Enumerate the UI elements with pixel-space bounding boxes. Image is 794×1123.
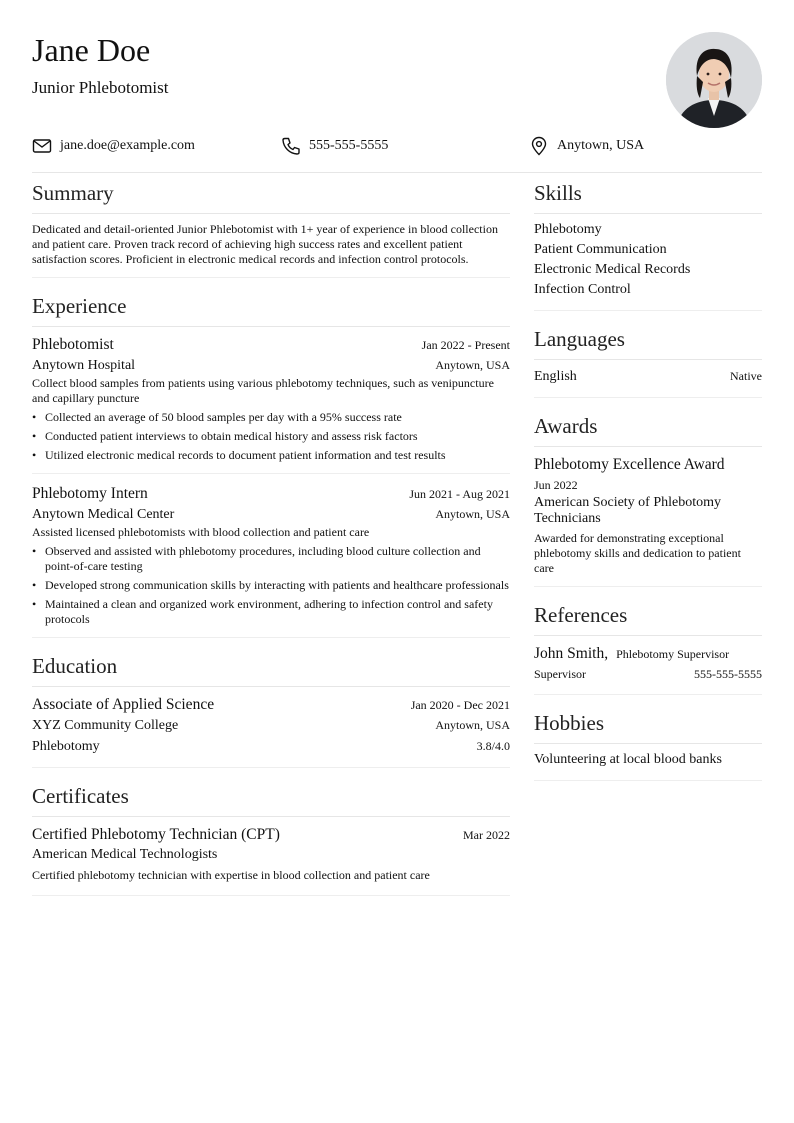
skill-item: Electronic Medical Records [534, 262, 691, 277]
list-item: • Utilized electronic medical records to document patient information and test results [45, 448, 510, 463]
profile-photo [666, 32, 762, 128]
phone-text: 555-555-5555 [309, 138, 389, 153]
certificate-entry [32, 817, 510, 885]
employer: Anytown Hospital [32, 358, 136, 373]
certificate-issuer: American Medical Technologists [32, 847, 218, 862]
job-location: Anytown, USA [435, 507, 510, 521]
resume-page [32, 0, 762, 882]
section-heading: Hobbies [534, 695, 762, 744]
section-heading: Awards [534, 398, 762, 447]
list-item: • Developed strong communication skills by interacting with patients and healthcare professionals [45, 578, 510, 593]
skills-section [534, 172, 762, 311]
sidebar-column [534, 172, 762, 781]
list-item: • Maintained a clean and organized work environment, adhering to infection control and safety protocols [45, 597, 510, 627]
contact-location [529, 136, 644, 156]
education-section [32, 638, 510, 768]
job-bullets [32, 410, 510, 463]
certificates-section [32, 768, 510, 896]
education-entry [32, 687, 510, 757]
list-item: • Conducted patient interviews to obtain medical history and assess risk factors [45, 429, 510, 444]
gpa: 3.8/4.0 [476, 739, 510, 753]
references-section [534, 587, 762, 695]
language-name: English [534, 369, 577, 384]
awards-section [534, 398, 762, 587]
experience-entry [32, 474, 510, 627]
field-of-study: Phlebotomy [32, 739, 100, 754]
section-heading: Experience [32, 278, 510, 327]
experience-entry [32, 327, 510, 463]
section-heading: Education [32, 638, 510, 687]
skill-item: Phlebotomy [534, 222, 602, 237]
summary-section [32, 172, 510, 278]
job-bullets [32, 544, 510, 627]
reference-position: Phlebotomy Supervisor [616, 647, 730, 661]
section-heading: References [534, 587, 762, 636]
section-heading: Certificates [32, 768, 510, 817]
job-title: Phlebotomy Intern [32, 485, 148, 502]
contact-phone[interactable] [281, 136, 388, 156]
certificate-date: Mar 2022 [463, 828, 510, 842]
candidate-title: Junior Phlebotomist [32, 78, 169, 97]
section-heading: Languages [534, 311, 762, 360]
job-description: Assisted licensed phlebotomists with blood collection and patient care [32, 525, 370, 539]
reference-role: Supervisor [534, 667, 586, 681]
reference-phone: 555-555-5555 [694, 667, 762, 681]
languages-section [534, 311, 762, 398]
language-level: Native [730, 369, 762, 383]
experience-section [32, 278, 510, 474]
candidate-name: Jane Doe [32, 32, 151, 68]
list-item: • Observed and assisted with phlebotomy procedures, including blood culture collection and point-of-care testing [45, 544, 510, 574]
email-text: jane.doe@example.com [60, 138, 195, 153]
reference-name: John Smith, [534, 645, 609, 662]
phone-icon [281, 136, 301, 156]
list-item: • Collected an average of 50 blood samples per day with a 95% success rate [45, 410, 510, 425]
location-pin-icon [529, 136, 549, 156]
job-description: Collect blood samples from patients using various phlebotomy techniques, such as venipuncture and capillary puncture [32, 376, 494, 405]
location-text: Anytown, USA [557, 138, 645, 153]
job-title: Phlebotomist [32, 336, 114, 353]
award-name: Phlebotomy Excellence Award [534, 456, 725, 473]
award-entry [534, 447, 762, 576]
hobbies-section [534, 695, 762, 781]
resume-header [32, 0, 762, 173]
school-location: Anytown, USA [435, 718, 510, 732]
summary-text: Dedicated and detail-oriented Junior Phlebotomist with 1+ year of experience in blood collection and patient care. Proven track record of achieving high success rates and excellent patient satisfaction scores. Proficient in electronic medical records and infection control protocols. [32, 222, 498, 266]
certificate-name: Certified Phlebotomy Technician (CPT) [32, 826, 280, 843]
job-dates: Jun 2021 - Aug 2021 [409, 487, 510, 501]
section-heading: Summary [32, 172, 510, 214]
mail-icon [32, 136, 52, 156]
job-location: Anytown, USA [435, 358, 510, 372]
skill-item: Infection Control [534, 282, 631, 297]
school: XYZ Community College [32, 718, 179, 733]
employer: Anytown Medical Center [32, 507, 175, 522]
certificate-description: Certified phlebotomy technician with expertise in blood collection and patient care [32, 868, 430, 882]
education-dates: Jan 2020 - Dec 2021 [410, 698, 510, 712]
contact-email[interactable] [32, 136, 195, 156]
main-column [32, 172, 510, 896]
award-issuer: American Society of Phlebotomy Technicians [534, 495, 722, 526]
experience-entry-divider [32, 474, 510, 638]
job-dates: Jan 2022 - Present [421, 338, 510, 352]
award-date: Jun 2022 [534, 478, 578, 492]
reference-entry [534, 636, 762, 684]
skill-item: Patient Communication [534, 242, 667, 257]
degree: Associate of Applied Science [32, 696, 215, 713]
hobby-item: Volunteering at local blood banks [534, 752, 722, 767]
section-heading: Skills [534, 172, 762, 214]
award-description: Awarded for demonstrating exceptional phlebotomy skills and dedication to patient care [534, 531, 741, 575]
